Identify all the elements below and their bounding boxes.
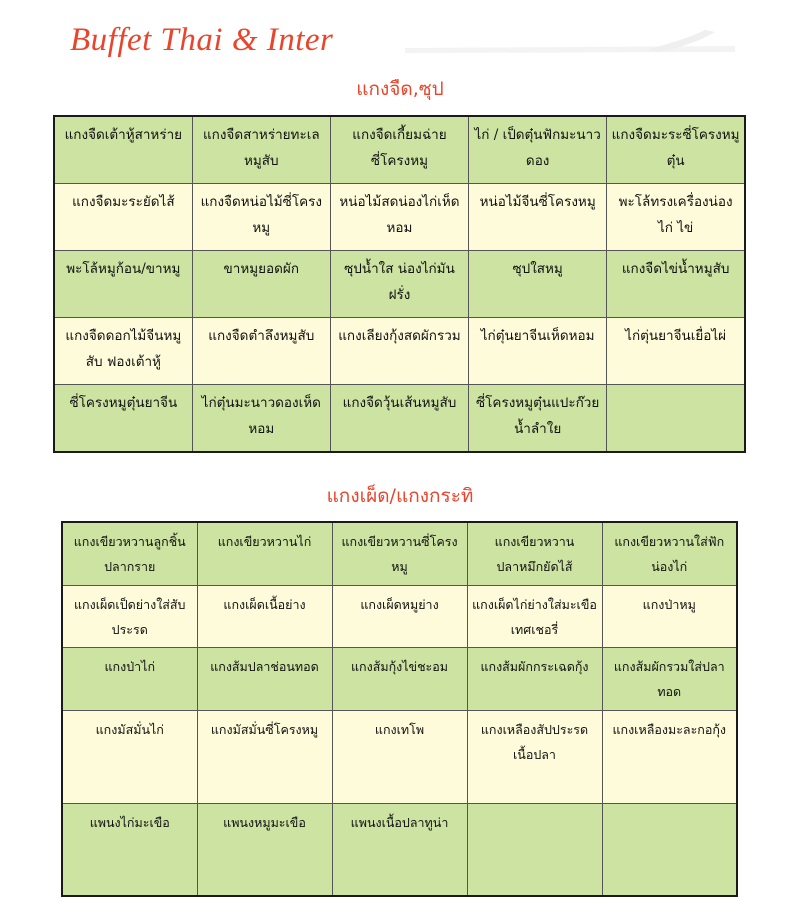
menu-cell: แกงป่าไก่: [62, 648, 197, 711]
menu-cell: แกงเลียงกุ้งสดผักรวม: [330, 318, 468, 385]
menu-cell: แกงจืดหน่อไม้ซี่โครงหมู: [192, 184, 330, 251]
menu-cell: ซุปใสหมู: [469, 251, 607, 318]
menu-cell: แกงเขียวหวานใส่ฟักน่องไก่: [602, 522, 737, 586]
menu-cell: แกงเขียวหวานไก่: [197, 522, 332, 586]
menu-cell: [607, 385, 745, 453]
menu-cell: แกงเขียวหวานลูกชิ้นปลากราย: [62, 522, 197, 586]
menu-cell: แกงมัสมั่นซี่โครงหมู: [197, 711, 332, 804]
soup-menu-table: [53, 115, 746, 453]
menu-cell: แกงเผ็ดไก่ย่างใส่มะเขือเทศเชอรี่: [467, 586, 602, 648]
menu-cell: แกงเผ็ดหมูย่าง: [332, 586, 467, 648]
menu-cell: แกงป่าหมู: [602, 586, 737, 648]
menu-cell: แพนงหมูมะเขือ: [197, 804, 332, 897]
menu-cell: แกงส้มปลาช่อนทอด: [197, 648, 332, 711]
table-row: [54, 251, 745, 318]
menu-cell: ไก่ตุ๋นมะนาวดองเห็ดหอม: [192, 385, 330, 453]
table-row: [62, 522, 737, 586]
menu-cell: แกงเขียวหวานปลาหมึกยัดไส้: [467, 522, 602, 586]
menu-cell: ซี่โครงหมูตุ๋นแปะก๊วยน้ำลำใย: [469, 385, 607, 453]
menu-cell: [467, 804, 602, 897]
menu-cell: แกงเหลืองสัปประรดเนื้อปลา: [467, 711, 602, 804]
menu-cell: ซี่โครงหมูตุ๋นยาจีน: [54, 385, 192, 453]
menu-cell: ไก่ตุ่นยาจีนเยื่อไผ่: [607, 318, 745, 385]
menu-cell: แกงจืดมะระซี่โครงหมูตุ๋น: [607, 116, 745, 184]
section-title-curries: แกงเผ็ด/แกงกระทิ: [326, 485, 474, 507]
menu-cell: แกงเทโพ: [332, 711, 467, 804]
section-title-soups: แกงจืด,ซุป: [356, 78, 444, 100]
menu-cell: แกงเหลืองมะละกอกุ้ง: [602, 711, 737, 804]
table-row: [54, 318, 745, 385]
menu-cell: หน่อไม้จีนซี่โครงหมู: [469, 184, 607, 251]
menu-cell: ขาหมูยอดผัก: [192, 251, 330, 318]
menu-cell: แกงจืดไข่น้ำหมูสับ: [607, 251, 745, 318]
table-row: [62, 711, 737, 804]
menu-cell: แกงส้มผักรวมใส่ปลาทอด: [602, 648, 737, 711]
menu-cell: พะโล้หมูก้อน/ขาหมู: [54, 251, 192, 318]
menu-cell: แกงเผ็ดเป็ดย่างใส่สับประรด: [62, 586, 197, 648]
menu-cell: แกงจืดสาหร่ายทะเล หมูสับ: [192, 116, 330, 184]
menu-cell: แกงจืดมะระยัดไส้: [54, 184, 192, 251]
table-row: [62, 648, 737, 711]
menu-cell: แกงส้มผักกระเฉดกุ้ง: [467, 648, 602, 711]
page-title: Buffet Thai & Inter: [70, 22, 334, 58]
menu-cell: แกงเผ็ดเนื้อย่าง: [197, 586, 332, 648]
menu-cell: ซุปน้ำใส น่องไก่มันฝรั่ง: [330, 251, 468, 318]
menu-cell: ไก่ตุ๋นยาจีนเห็ดหอม: [469, 318, 607, 385]
menu-cell: แกงจืดวุ้นเส้นหมูสับ: [330, 385, 468, 453]
table-row: [62, 804, 737, 897]
menu-cell: แพนงไก่มะเขือ: [62, 804, 197, 897]
menu-cell: หน่อไม้สดน่องไก่เห็ดหอม: [330, 184, 468, 251]
menu-cell: [602, 804, 737, 897]
menu-cell: แกงส้มกุ้งไข่ชะอม: [332, 648, 467, 711]
menu-cell: แกงจืดดอกไม้จีนหมูสับ ฟองเต้าหู้: [54, 318, 192, 385]
menu-cell: แกงเขียวหวานซี่โครงหมู: [332, 522, 467, 586]
menu-cell: แกงจืดเกี้ยมฉ่ายซี่โครงหมู: [330, 116, 468, 184]
table-row: [62, 586, 737, 648]
menu-cell: ไก่ / เป็ดตุ๋นฟักมะนาวดอง: [469, 116, 607, 184]
table-row: [54, 116, 745, 184]
table-row: [54, 184, 745, 251]
menu-cell: แกงมัสมั่นไก่: [62, 711, 197, 804]
curry-menu-table: [61, 521, 738, 897]
menu-cell: พะโล้ทรงเครื่องน่องไก่ ไข่: [607, 184, 745, 251]
menu-cell: แกงจืดเต้าหู้สาหร่าย: [54, 116, 192, 184]
decorative-swoosh: [405, 30, 745, 55]
table-row: [54, 385, 745, 453]
menu-cell: แพนงเนื้อปลาทูน่า: [332, 804, 467, 897]
menu-cell: แกงจืดตำลึงหมูสับ: [192, 318, 330, 385]
